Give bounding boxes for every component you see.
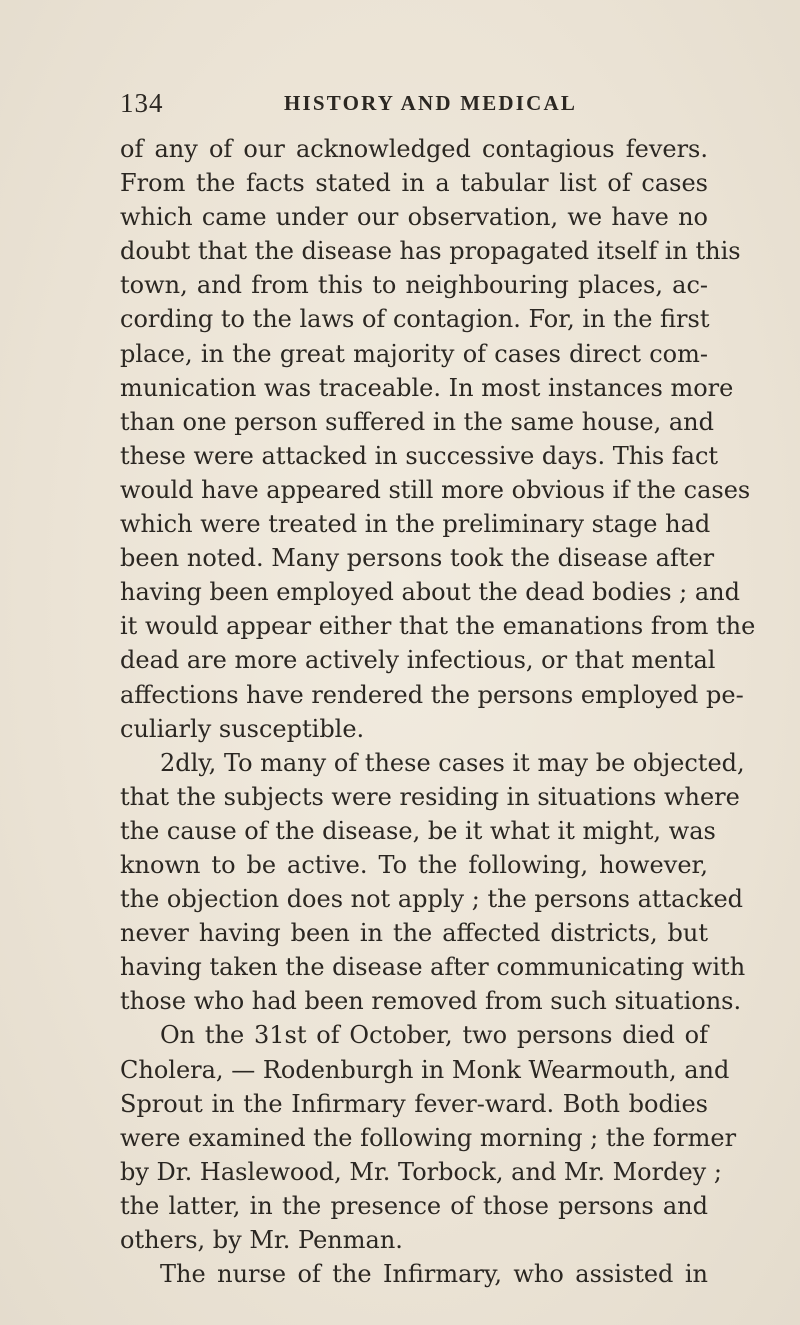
running-head	[120, 88, 720, 122]
text-line: would have appeared still more obvious if the cases	[120, 475, 751, 504]
text-line: 2dly, To many of these cases it may be objected,	[160, 748, 745, 777]
text-line: been noted. Many persons took the disease after	[120, 544, 715, 573]
text-line: munication was traceable. In most instances more	[120, 373, 734, 402]
text-line: The nurse of the Infirmary, who assisted in	[160, 1260, 708, 1289]
text-line: doubt that the disease has propagated itself in this	[120, 237, 741, 266]
text-line: the objection does not apply ; the persons attacked	[120, 885, 744, 914]
text-line: culiarly susceptible.	[120, 714, 365, 743]
text-line: others, by Mr. Penman.	[120, 1226, 403, 1254]
text-line: place, in the great majority of cases direct com-	[120, 339, 708, 368]
text-line: On the 31st of October, two persons died of	[160, 1021, 708, 1050]
text-line: having taken the disease after communicating with	[120, 953, 746, 982]
text-line: that the subjects were residing in situations where	[120, 782, 740, 811]
text-line: town, and from this to neighbouring places, ac-	[120, 271, 708, 300]
page-number: 134	[120, 88, 164, 118]
text-line: cording to the laws of contagion. For, in the first	[120, 305, 710, 334]
text-line: which came under our observation, we have no	[120, 203, 708, 232]
text-line: these were attacked in successive days. This fact	[120, 441, 719, 470]
text-line: the cause of the disease, be it what it might, was	[120, 816, 716, 845]
text-line: known to be active. To the following, however,	[120, 850, 708, 879]
text-line: Sprout in the Infirmary fever-ward. Both bodies	[120, 1089, 708, 1118]
text-line: which were treated in the preliminary stage had	[120, 510, 711, 539]
text-line: the latter, in the presence of those persons and	[120, 1191, 708, 1220]
text-line: than one person suffered in the same house, and	[120, 407, 714, 436]
text-line: never having been in the affected districts, but	[120, 919, 708, 948]
text-line: of any of our acknowledged contagious fevers.	[120, 135, 708, 163]
text-line: Cholera, — Rodenburgh in Monk Wearmouth, and	[120, 1055, 730, 1084]
text-line: dead are more actively infectious, or that mental	[120, 646, 716, 675]
body-text	[120, 132, 756, 1291]
text-line: affections have rendered the persons employed pe-	[120, 680, 744, 709]
text-line: those who had been removed from such situations.	[120, 987, 742, 1016]
text-line: were examined the following morning ; the former	[120, 1123, 737, 1152]
text-line: From the facts stated in a tabular list of cases	[120, 169, 708, 198]
running-head-title: HISTORY AND MEDICAL	[284, 91, 578, 115]
text-line: having been employed about the dead bodies ; and	[120, 578, 741, 607]
text-line: by Dr. Haslewood, Mr. Torbock, and Mr. Mordey ;	[120, 1157, 722, 1186]
text-line: it would appear either that the emanations from the	[120, 612, 756, 641]
